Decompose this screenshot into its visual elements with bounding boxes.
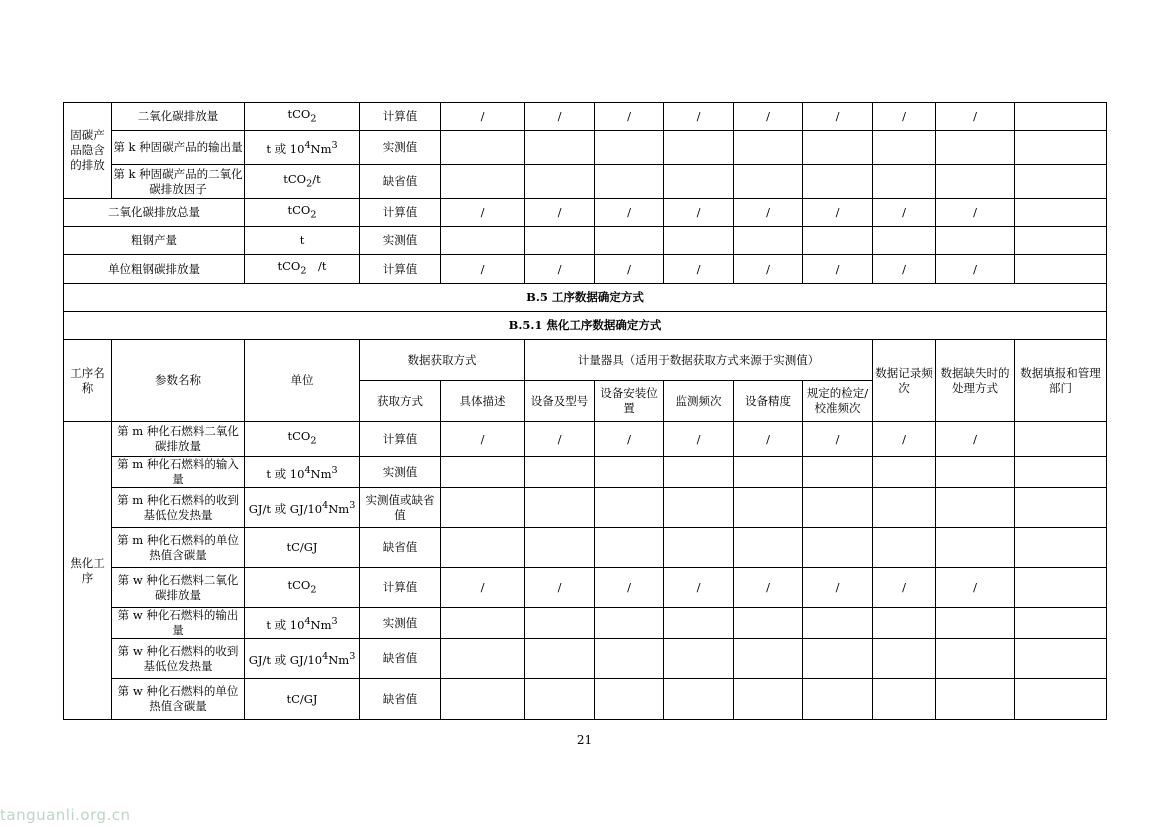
method-cell: 实测值 bbox=[360, 457, 441, 488]
table-row bbox=[64, 639, 1107, 679]
blank-cell bbox=[734, 165, 803, 199]
not-applicable-cell: / bbox=[595, 255, 664, 284]
blank-cell bbox=[936, 488, 1015, 528]
blank-cell bbox=[734, 227, 803, 255]
header-unit: 单位 bbox=[245, 340, 360, 422]
not-applicable-cell: / bbox=[734, 255, 803, 284]
blank-cell bbox=[595, 227, 664, 255]
not-applicable-cell: / bbox=[936, 422, 1015, 457]
blank-cell bbox=[664, 227, 734, 255]
not-applicable-cell bbox=[1015, 255, 1107, 284]
blank-cell bbox=[873, 639, 936, 679]
parameter-name-cell: 二氧化碳排放总量 bbox=[64, 199, 245, 227]
blank-cell bbox=[595, 528, 664, 568]
blank-cell bbox=[441, 227, 525, 255]
not-applicable-cell: / bbox=[734, 568, 803, 608]
not-applicable-cell: / bbox=[441, 255, 525, 284]
blank-cell bbox=[664, 679, 734, 720]
parameter-name-cell: 第 k 种固碳产品的二氧化碳排放因子 bbox=[112, 165, 245, 199]
parameter-name-cell: 第 k 种固碳产品的输出量 bbox=[112, 131, 245, 165]
not-applicable-cell: / bbox=[803, 568, 873, 608]
blank-cell bbox=[1015, 457, 1107, 488]
method-cell: 实测值 bbox=[360, 227, 441, 255]
not-applicable-cell: / bbox=[525, 199, 595, 227]
unit-cell: tCO$_2$ bbox=[245, 199, 360, 227]
blank-cell bbox=[595, 679, 664, 720]
table-row bbox=[64, 528, 1107, 568]
blank-cell bbox=[595, 165, 664, 199]
table-row bbox=[64, 679, 1107, 720]
header-missing-handling: 数据缺失时的处理方式 bbox=[936, 340, 1015, 422]
blank-cell bbox=[664, 165, 734, 199]
not-applicable-cell bbox=[1015, 422, 1107, 457]
blank-cell bbox=[525, 639, 595, 679]
table-row bbox=[64, 165, 1107, 199]
unit-cell: tCO$_2$/t bbox=[245, 165, 360, 199]
table-row bbox=[64, 199, 1107, 227]
blank-cell bbox=[803, 131, 873, 165]
blank-cell bbox=[441, 457, 525, 488]
blank-cell bbox=[936, 131, 1015, 165]
method-cell: 缺省值 bbox=[360, 528, 441, 568]
blank-cell bbox=[1015, 528, 1107, 568]
method-cell: 计算值 bbox=[360, 103, 441, 131]
method-cell: 计算值 bbox=[360, 568, 441, 608]
blank-cell bbox=[664, 488, 734, 528]
group-label-cell: 焦化工序 bbox=[64, 422, 112, 720]
blank-cell bbox=[936, 165, 1015, 199]
blank-cell bbox=[873, 131, 936, 165]
method-cell: 缺省值 bbox=[360, 679, 441, 720]
section-row bbox=[64, 312, 1107, 340]
not-applicable-cell: / bbox=[525, 103, 595, 131]
parameter-name-cell: 第 w 种化石燃料的收到基低位发热量 bbox=[112, 639, 245, 679]
blank-cell bbox=[664, 608, 734, 639]
blank-cell bbox=[803, 679, 873, 720]
parameter-name-cell: 第 m 种化石燃料的单位热值含碳量 bbox=[112, 528, 245, 568]
watermark: tanguanli.org.cn bbox=[0, 806, 131, 824]
unit-cell: GJ/t 或 $GJ/10^4Nm^3$ bbox=[245, 488, 360, 528]
blank-cell bbox=[1015, 679, 1107, 720]
not-applicable-cell: / bbox=[525, 568, 595, 608]
table-row bbox=[64, 608, 1107, 639]
not-applicable-cell: / bbox=[525, 255, 595, 284]
not-applicable-cell: / bbox=[803, 255, 873, 284]
blank-cell bbox=[734, 131, 803, 165]
blank-cell bbox=[936, 528, 1015, 568]
table-row bbox=[64, 227, 1107, 255]
parameter-name-cell: 第 m 种化石燃料的输入量 bbox=[112, 457, 245, 488]
not-applicable-cell: / bbox=[595, 199, 664, 227]
header-department: 数据填报和管理部门 bbox=[1015, 340, 1107, 422]
header-precision: 设备精度 bbox=[734, 381, 803, 422]
method-cell: 计算值 bbox=[360, 255, 441, 284]
unit-cell: tCO$_2$ bbox=[245, 568, 360, 608]
blank-cell bbox=[595, 608, 664, 639]
blank-cell bbox=[595, 639, 664, 679]
blank-cell bbox=[664, 639, 734, 679]
blank-cell bbox=[734, 639, 803, 679]
method-cell: 实测值 bbox=[360, 608, 441, 639]
unit-cell: tCO$_2$ bbox=[245, 422, 360, 457]
header-acq-mode: 获取方式 bbox=[360, 381, 441, 422]
not-applicable-cell: / bbox=[441, 103, 525, 131]
blank-cell bbox=[1015, 488, 1107, 528]
not-applicable-cell: / bbox=[734, 199, 803, 227]
blank-cell bbox=[1015, 608, 1107, 639]
blank-cell bbox=[525, 457, 595, 488]
blank-cell bbox=[873, 165, 936, 199]
blank-cell bbox=[873, 457, 936, 488]
method-cell: 实测值 bbox=[360, 131, 441, 165]
table-body bbox=[64, 103, 1107, 720]
blank-cell bbox=[803, 457, 873, 488]
unit-cell: t 或 $10^4Nm^3$ bbox=[245, 131, 360, 165]
method-cell: 缺省值 bbox=[360, 165, 441, 199]
blank-cell bbox=[525, 165, 595, 199]
unit-cell: t 或 $10^4Nm^3$ bbox=[245, 457, 360, 488]
parameter-name-cell: 第 w 种化石燃料二氧化碳排放量 bbox=[112, 568, 245, 608]
unit-cell: t bbox=[245, 227, 360, 255]
parameter-name-cell: 单位粗钢碳排放量 bbox=[64, 255, 245, 284]
parameter-name-cell: 第 w 种化石燃料的单位热值含碳量 bbox=[112, 679, 245, 720]
blank-cell bbox=[525, 227, 595, 255]
not-applicable-cell: / bbox=[803, 422, 873, 457]
method-cell: 计算值 bbox=[360, 422, 441, 457]
not-applicable-cell: / bbox=[734, 103, 803, 131]
blank-cell bbox=[441, 528, 525, 568]
blank-cell bbox=[803, 639, 873, 679]
not-applicable-cell: / bbox=[803, 199, 873, 227]
header-row bbox=[64, 340, 1107, 381]
method-cell: 计算值 bbox=[360, 199, 441, 227]
group-label-cell: 固碳产品隐含的排放 bbox=[64, 103, 112, 199]
header-acquisition: 数据获取方式 bbox=[360, 340, 525, 381]
blank-cell bbox=[936, 679, 1015, 720]
header-param: 参数名称 bbox=[112, 340, 245, 422]
blank-cell bbox=[441, 679, 525, 720]
not-applicable-cell: / bbox=[441, 568, 525, 608]
method-cell: 实测值或缺省值 bbox=[360, 488, 441, 528]
blank-cell bbox=[936, 457, 1015, 488]
not-applicable-cell: / bbox=[873, 199, 936, 227]
data-determination-table bbox=[63, 102, 1107, 720]
method-cell: 缺省值 bbox=[360, 639, 441, 679]
section-row bbox=[64, 284, 1107, 312]
blank-cell bbox=[803, 608, 873, 639]
header-process: 工序名称 bbox=[64, 340, 112, 422]
not-applicable-cell: / bbox=[873, 103, 936, 131]
table-row bbox=[64, 568, 1107, 608]
blank-cell bbox=[525, 488, 595, 528]
parameter-name-cell: 二氧化碳排放量 bbox=[112, 103, 245, 131]
blank-cell bbox=[664, 131, 734, 165]
not-applicable-cell bbox=[1015, 568, 1107, 608]
blank-cell bbox=[936, 639, 1015, 679]
table-row bbox=[64, 457, 1107, 488]
header-description: 具体描述 bbox=[441, 381, 525, 422]
parameter-name-cell: 粗钢产量 bbox=[64, 227, 245, 255]
blank-cell bbox=[873, 227, 936, 255]
header-monitor-frequency: 监测频次 bbox=[664, 381, 734, 422]
blank-cell bbox=[1015, 165, 1107, 199]
not-applicable-cell: / bbox=[595, 103, 664, 131]
blank-cell bbox=[441, 639, 525, 679]
blank-cell bbox=[525, 528, 595, 568]
not-applicable-cell: / bbox=[525, 422, 595, 457]
unit-cell: tC/GJ bbox=[245, 679, 360, 720]
table-row bbox=[64, 255, 1107, 284]
unit-cell: tCO$_2$ bbox=[245, 103, 360, 131]
header-metering: 计量器具（适用于数据获取方式来源于实测值） bbox=[525, 340, 873, 381]
not-applicable-cell: / bbox=[734, 422, 803, 457]
blank-cell bbox=[595, 488, 664, 528]
not-applicable-cell: / bbox=[873, 568, 936, 608]
not-applicable-cell: / bbox=[664, 568, 734, 608]
blank-cell bbox=[803, 165, 873, 199]
table-row bbox=[64, 103, 1107, 131]
unit-cell: t 或 $10^4Nm^3$ bbox=[245, 608, 360, 639]
blank-cell bbox=[441, 131, 525, 165]
blank-cell bbox=[441, 608, 525, 639]
not-applicable-cell: / bbox=[595, 568, 664, 608]
parameter-name-cell: 第 m 种化石燃料二氧化碳排放量 bbox=[112, 422, 245, 457]
not-applicable-cell: / bbox=[664, 103, 734, 131]
not-applicable-cell: / bbox=[441, 422, 525, 457]
header-calibration: 规定的检定/校准频次 bbox=[803, 381, 873, 422]
blank-cell bbox=[873, 608, 936, 639]
not-applicable-cell: / bbox=[803, 103, 873, 131]
table-row bbox=[64, 422, 1107, 457]
blank-cell bbox=[525, 608, 595, 639]
unit-cell: GJ/t 或 $GJ/10^4Nm^3$ bbox=[245, 639, 360, 679]
table-row bbox=[64, 488, 1107, 528]
not-applicable-cell: / bbox=[936, 199, 1015, 227]
not-applicable-cell: / bbox=[873, 422, 936, 457]
blank-cell bbox=[595, 131, 664, 165]
blank-cell bbox=[873, 528, 936, 568]
not-applicable-cell: / bbox=[873, 255, 936, 284]
blank-cell bbox=[803, 227, 873, 255]
not-applicable-cell: / bbox=[664, 199, 734, 227]
blank-cell bbox=[664, 528, 734, 568]
blank-cell bbox=[734, 457, 803, 488]
blank-cell bbox=[1015, 639, 1107, 679]
blank-cell bbox=[595, 457, 664, 488]
not-applicable-cell bbox=[1015, 103, 1107, 131]
blank-cell bbox=[734, 528, 803, 568]
blank-cell bbox=[803, 528, 873, 568]
blank-cell bbox=[803, 488, 873, 528]
not-applicable-cell: / bbox=[595, 422, 664, 457]
unit-cell: tC/GJ bbox=[245, 528, 360, 568]
header-device: 设备及型号 bbox=[525, 381, 595, 422]
blank-cell bbox=[525, 679, 595, 720]
blank-cell bbox=[1015, 227, 1107, 255]
blank-cell bbox=[936, 608, 1015, 639]
section-heading-b5-1: B.5.1 焦化工序数据确定方式 bbox=[64, 312, 1107, 340]
parameter-name-cell: 第 m 种化石燃料的收到基低位发热量 bbox=[112, 488, 245, 528]
table-row bbox=[64, 131, 1107, 165]
not-applicable-cell bbox=[1015, 199, 1107, 227]
header-location: 设备安装位置 bbox=[595, 381, 664, 422]
section-heading-b5: B.5 工序数据确定方式 bbox=[64, 284, 1107, 312]
blank-cell bbox=[525, 131, 595, 165]
header-record-frequency: 数据记录频次 bbox=[873, 340, 936, 422]
not-applicable-cell: / bbox=[664, 422, 734, 457]
not-applicable-cell: / bbox=[664, 255, 734, 284]
blank-cell bbox=[734, 608, 803, 639]
blank-cell bbox=[734, 679, 803, 720]
blank-cell bbox=[734, 488, 803, 528]
not-applicable-cell: / bbox=[936, 255, 1015, 284]
unit-cell: tCO$_2$ /t bbox=[245, 255, 360, 284]
blank-cell bbox=[441, 488, 525, 528]
blank-cell bbox=[873, 488, 936, 528]
blank-cell bbox=[936, 227, 1015, 255]
blank-cell bbox=[664, 457, 734, 488]
not-applicable-cell: / bbox=[441, 199, 525, 227]
blank-cell bbox=[873, 679, 936, 720]
not-applicable-cell: / bbox=[936, 568, 1015, 608]
page-number: 21 bbox=[576, 733, 593, 747]
parameter-name-cell: 第 w 种化石燃料的输出量 bbox=[112, 608, 245, 639]
blank-cell bbox=[1015, 131, 1107, 165]
blank-cell bbox=[441, 165, 525, 199]
not-applicable-cell: / bbox=[936, 103, 1015, 131]
